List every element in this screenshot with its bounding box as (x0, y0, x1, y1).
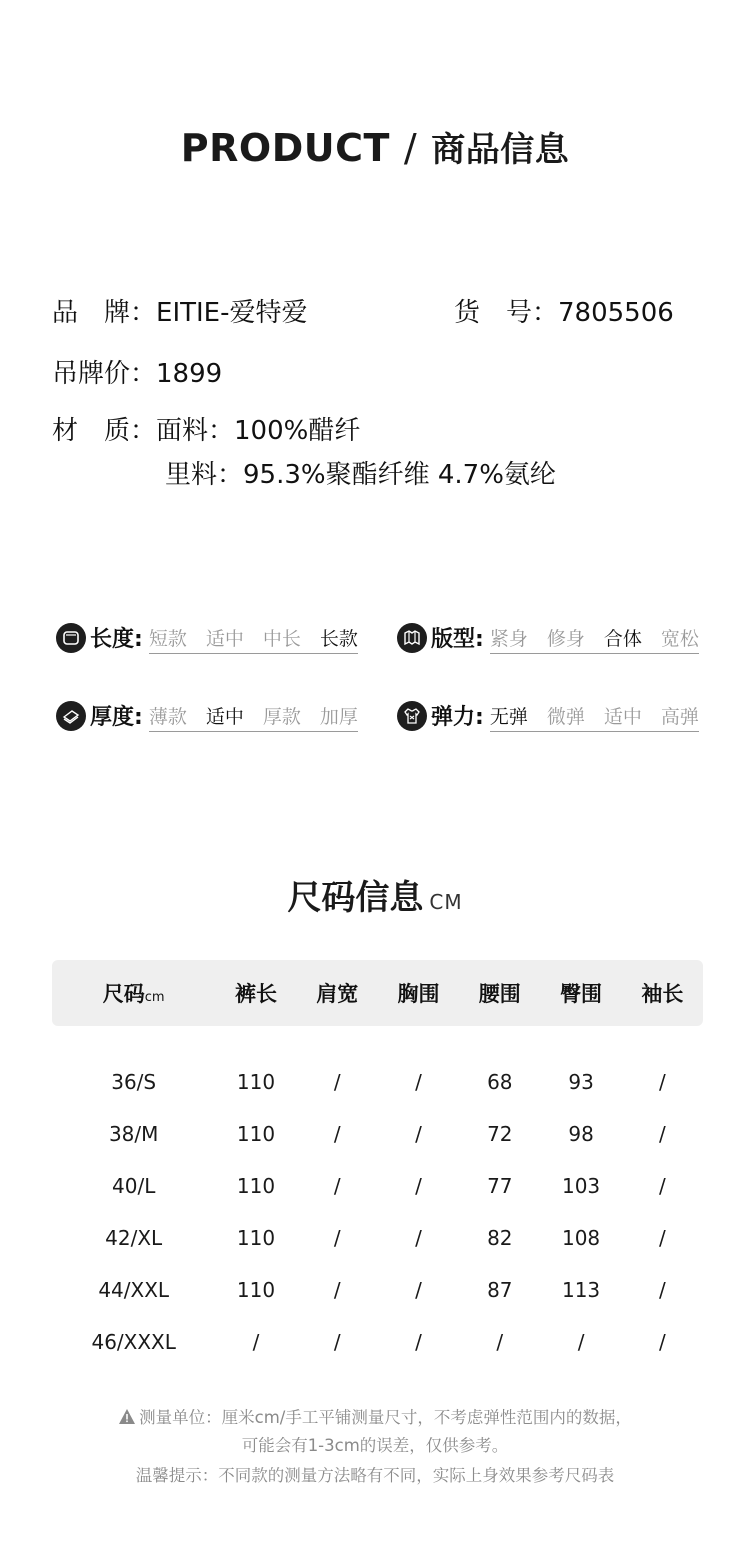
table-cell: / (415, 1122, 422, 1146)
fit-option: 宽松 (660, 628, 699, 650)
table-cell: / (658, 1278, 666, 1302)
table-cell: 113 (561, 1278, 601, 1302)
length-option-selected: 长款 (319, 628, 358, 650)
length-label: 长度: (90, 627, 143, 652)
table-cell: / (333, 1174, 341, 1198)
table-row (52, 1316, 703, 1368)
length-options (149, 624, 358, 651)
header-chest: 胸围 (378, 960, 459, 1026)
table-cell: 68 (487, 1070, 513, 1094)
fit-option: 紧身 (489, 628, 528, 650)
thickness-option: 加厚 (319, 706, 358, 728)
title-slash: / (403, 126, 418, 170)
length-option: 短款 (148, 628, 187, 650)
table-cell: 44/XXL (98, 1278, 170, 1302)
size-title-text: 尺码信息 (287, 878, 424, 918)
note-line-1 (0, 1404, 750, 1429)
table-cell: / (577, 1330, 585, 1354)
table-cell: 108 (561, 1226, 601, 1250)
note-line-2: 可能会有1-3cm的误差，仅供参考。 (241, 1436, 509, 1455)
table-cell: 72 (487, 1122, 513, 1146)
attr-thickness (56, 700, 358, 731)
elasticity-icon (397, 701, 427, 731)
table-cell: / (333, 1226, 341, 1250)
table-cell: 110 (236, 1174, 276, 1198)
length-icon (56, 623, 86, 653)
price-row (52, 353, 222, 390)
table-cell: / (333, 1278, 341, 1302)
title-en: PRODUCT (180, 126, 390, 170)
table-cell: / (658, 1174, 666, 1198)
table-cell: 40/L (112, 1174, 156, 1198)
fit-label: 版型: (431, 627, 484, 652)
table-cell: 87 (487, 1278, 513, 1302)
table-cell: 77 (487, 1174, 513, 1198)
table-cell: 93 (568, 1070, 594, 1094)
brand-row (52, 292, 307, 329)
elasticity-option: 适中 (603, 706, 642, 728)
table-cell: / (415, 1226, 422, 1250)
price-value: 1899 (156, 359, 223, 389)
header-sleeve: 袖长 (622, 960, 703, 1026)
elasticity-option-selected: 无弹 (489, 706, 528, 728)
table-cell: 38/M (108, 1122, 159, 1146)
table-row (52, 1108, 703, 1160)
elasticity-label: 弹力: (431, 705, 484, 730)
table-row (52, 1212, 703, 1264)
table-cell: 82 (487, 1226, 513, 1250)
thickness-option: 薄款 (148, 706, 187, 728)
fit-options (490, 624, 699, 651)
attr-elasticity (397, 700, 699, 731)
material-label: 材 质： (52, 416, 157, 446)
table-cell: 110 (236, 1278, 276, 1302)
table-cell: 110 (236, 1070, 276, 1094)
table-cell: / (333, 1070, 341, 1094)
table-row (52, 1264, 703, 1316)
size-table (52, 960, 703, 1368)
fit-option-selected: 合体 (603, 628, 642, 650)
brand-value: EITIE-爱特爱 (156, 298, 308, 328)
header-size: 尺码cm (52, 960, 215, 1026)
thickness-option: 厚款 (262, 706, 301, 728)
size-title-unit: CM (429, 890, 463, 914)
warning-icon (118, 1408, 136, 1429)
size-table-header (52, 960, 703, 1026)
table-cell: 46/XXXL (91, 1330, 176, 1354)
header-waist: 腰围 (459, 960, 540, 1026)
thickness-option-selected: 适中 (205, 706, 244, 728)
table-cell: / (333, 1330, 341, 1354)
sku-label: 货 号： (454, 298, 559, 328)
price-label: 吊牌价： (52, 359, 157, 389)
size-section-title (0, 870, 750, 919)
note-text-1: 测量单位：厘米cm/手工平铺测量尺寸，不考虑弹性范围内的数据， (139, 1408, 632, 1427)
elasticity-option: 微弹 (546, 706, 585, 728)
table-row (52, 1026, 703, 1108)
sku-row (454, 292, 674, 329)
table-cell: / (252, 1330, 260, 1354)
length-option: 适中 (205, 628, 244, 650)
elasticity-option: 高弹 (660, 706, 699, 728)
header-shoulder: 肩宽 (297, 960, 378, 1026)
thickness-options (149, 702, 358, 729)
table-row (52, 1160, 703, 1212)
table-cell: / (415, 1330, 422, 1354)
table-cell: / (496, 1330, 504, 1354)
brand-label: 品 牌： (52, 298, 157, 328)
fit-icon (397, 623, 427, 653)
attr-fit (397, 622, 699, 653)
table-cell: 98 (568, 1122, 594, 1146)
table-cell: / (658, 1226, 666, 1250)
table-cell: / (415, 1278, 422, 1302)
table-cell: / (415, 1174, 422, 1198)
note-line-3: 温馨提示：不同款的测量方法略有不同，实际上身效果参考尺码表 (135, 1466, 615, 1485)
attr-length (56, 622, 358, 653)
title-cn: 商品信息 (431, 130, 570, 170)
sku-value: 7805506 (558, 298, 674, 328)
table-cell: 103 (561, 1174, 601, 1198)
elasticity-options (490, 702, 699, 729)
material-line1: 面料：100%醋纤 (156, 416, 361, 446)
table-cell: / (333, 1122, 341, 1146)
table-cell: / (658, 1070, 666, 1094)
table-cell: 42/XL (105, 1226, 163, 1250)
header-hip: 臀围 (540, 960, 621, 1026)
table-cell: / (658, 1122, 666, 1146)
thickness-label: 厚度: (90, 705, 143, 730)
table-cell: 110 (236, 1226, 276, 1250)
page-title (0, 122, 750, 171)
material-line2: 里料：95.3%聚酯纤维 4.7%氨纶 (165, 460, 556, 490)
table-cell: 110 (236, 1122, 276, 1146)
table-cell: / (658, 1330, 666, 1354)
header-pants-length: 裤长 (215, 960, 296, 1026)
thickness-icon (56, 701, 86, 731)
table-cell: / (415, 1070, 422, 1094)
fit-option: 修身 (546, 628, 585, 650)
length-option: 中长 (262, 628, 301, 650)
material-row (52, 410, 360, 447)
table-cell: 36/S (111, 1070, 157, 1094)
